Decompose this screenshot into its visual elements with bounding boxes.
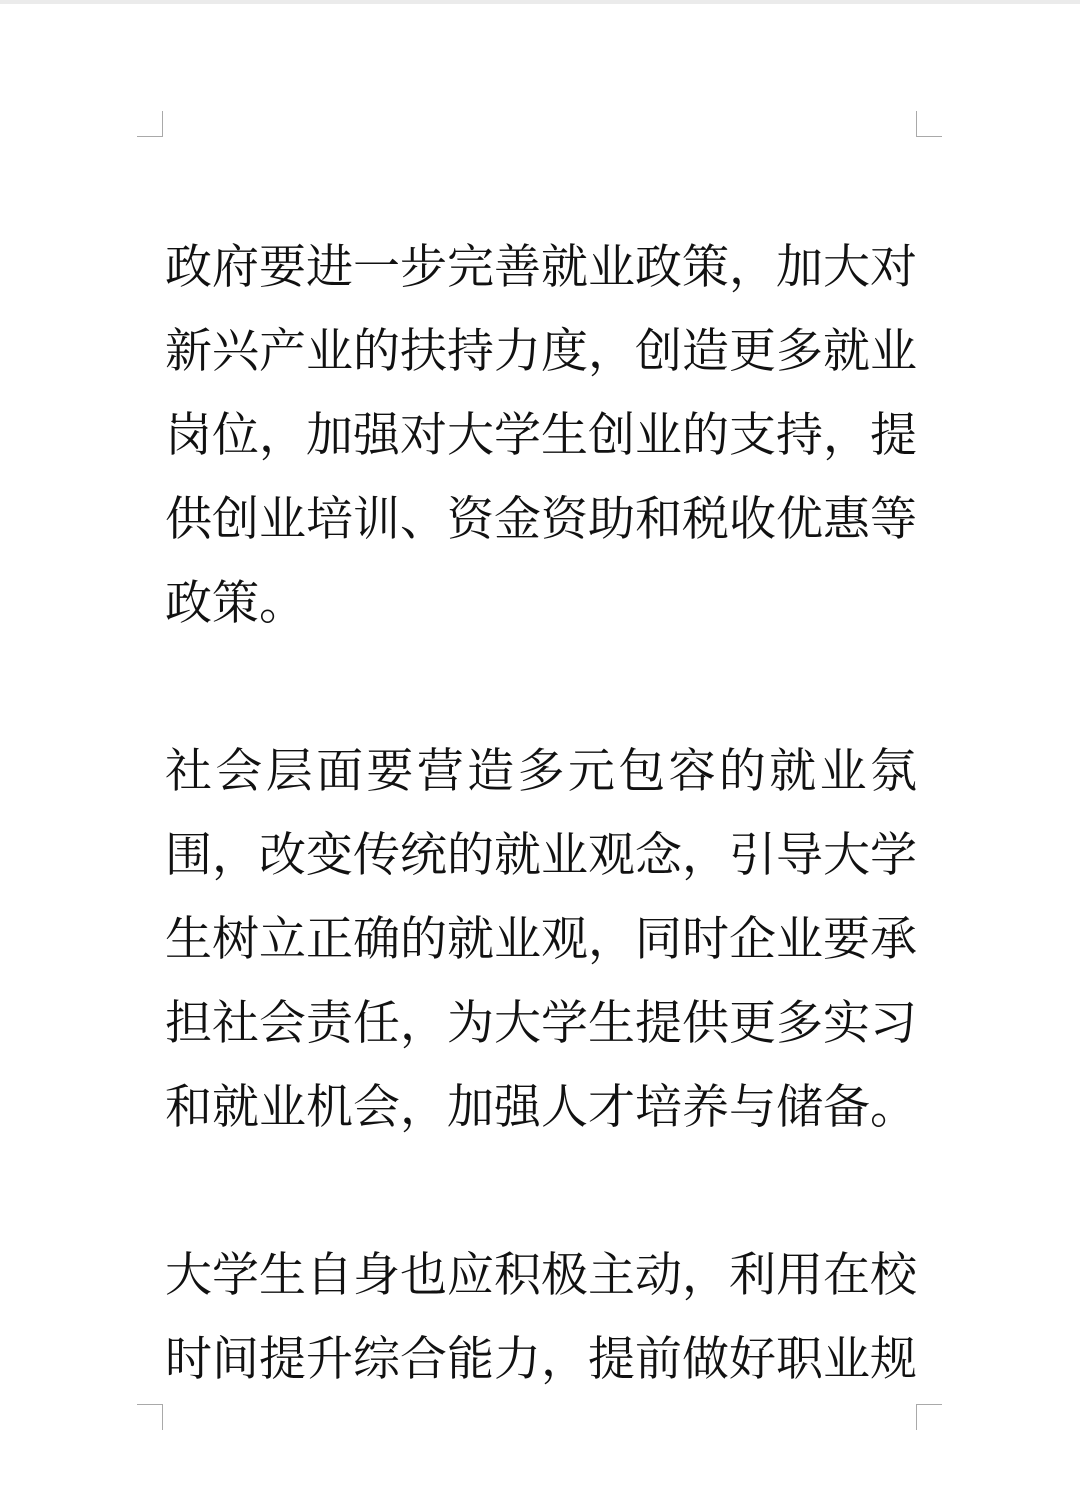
margin-mark-top-right [916,111,942,137]
paragraph: 政府要进一步完善就业政策，加大对新兴产业的扶持力度，创造更多就业岗位，加强对大学生创业的支持，提供创业培训、资金资助和税收优惠等政策。 [165,240,917,631]
margin-mark-top-left [137,111,163,137]
margin-mark-bottom-right [916,1404,942,1430]
document-body [165,226,917,1400]
paragraph: 大学生自身也应积极主动，利用在校时间提升综合能力，提前做好职业规 [165,1248,917,1387]
paragraph: 社会层面要营造多元包容的就业氛围，改变传统的就业观念，引导大学生树立正确的就业观，同时企业要承担社会责任，为大学生提供更多实习和就业机会，加强人才培养与储备。 [165,744,917,1135]
document-page [0,4,1080,1506]
margin-mark-bottom-left [137,1404,163,1430]
